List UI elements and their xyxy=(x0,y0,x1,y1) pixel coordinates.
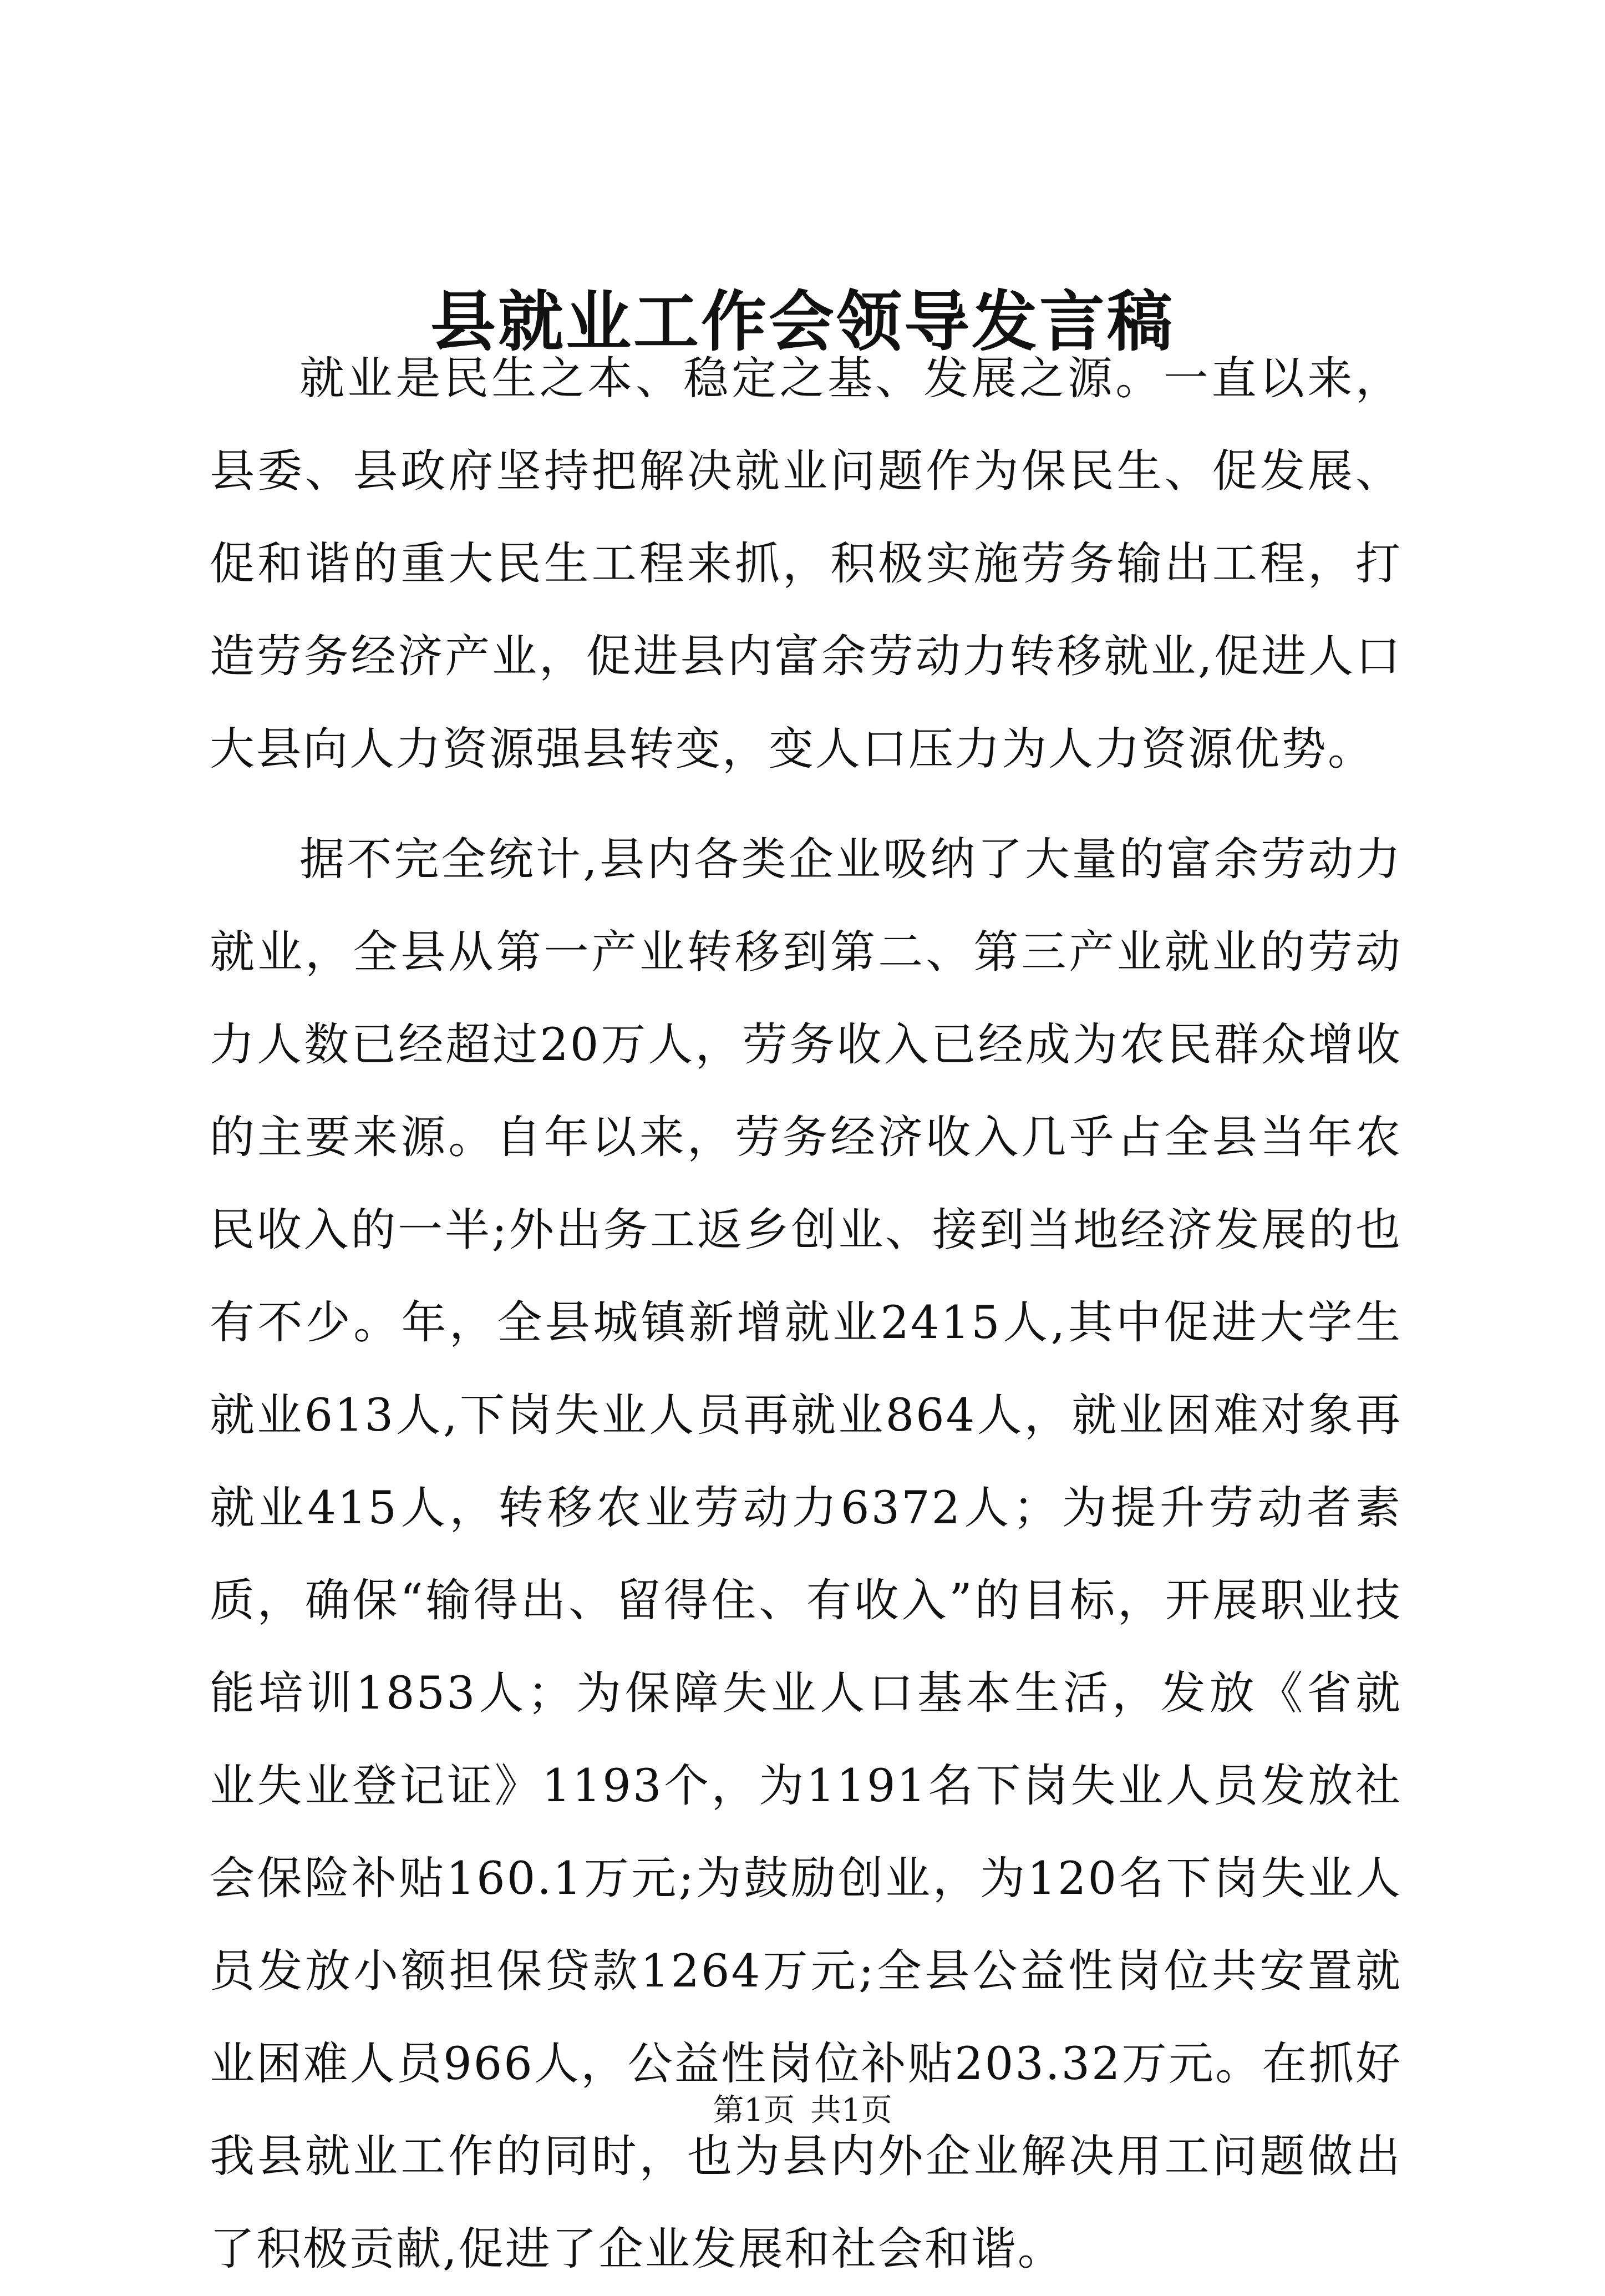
paragraph-statistics: 据不完全统计,县内各类企业吸纳了大量的富余劳动力就业，全县从第一产业转移到第二、第三产业就业的劳动力人数已经超过20万人，劳务收入已经成为农民群众增收的主要来源。自年以来，劳务经济收入几乎占全县当年农民收入的一半;外出务工返乡创业、接到当地经济发展的也有不少。年，全县城镇新增就业2415人,其中促进大学生就业613人,下岗失业人员再就业864人，就业困难对象再就业415人，转移农业劳动力6372人；为提升劳动者素质，确保“输得出、留得住、有收入”的目标，开展职业技能培训1853人；为保障失业人口基本生活，发放《省就业失业登记证》1193个，为1191名下岗失业人员发放社会保险补贴160.1万元;为鼓励创业，为120名下岗失业人员发放小额担保贷款1264万元;全县公益性岗位共安置就业困难人员966人，公益性岗位补贴203.32万元。在抓好我县就业工作的同时，也为县内外企业解决用工问题做出了积极贡献,促进了企业发展和社会和谐。 xyxy=(210,834,1402,2275)
page-number: 第1页 xyxy=(713,2092,795,2128)
document-body xyxy=(210,333,1402,2296)
page-footer xyxy=(0,2091,1605,2130)
page-count: 共1页 xyxy=(810,2092,892,2128)
document-title: 县就业工作会领导发言稿 xyxy=(430,283,1175,360)
paragraph-intro: 就业是民生之本、稳定之基、发展之源。一直以来，县委、县政府坚持把解决就业问题作为保民生、促发展、促和谐的重大民生工程来抓，积极实施劳务输出工程，打造劳务经济产业，促进县内富余劳动力转移就业,促进人口大县向人力资源强县转变，变人口压力为人力资源优势。 xyxy=(210,353,1402,776)
